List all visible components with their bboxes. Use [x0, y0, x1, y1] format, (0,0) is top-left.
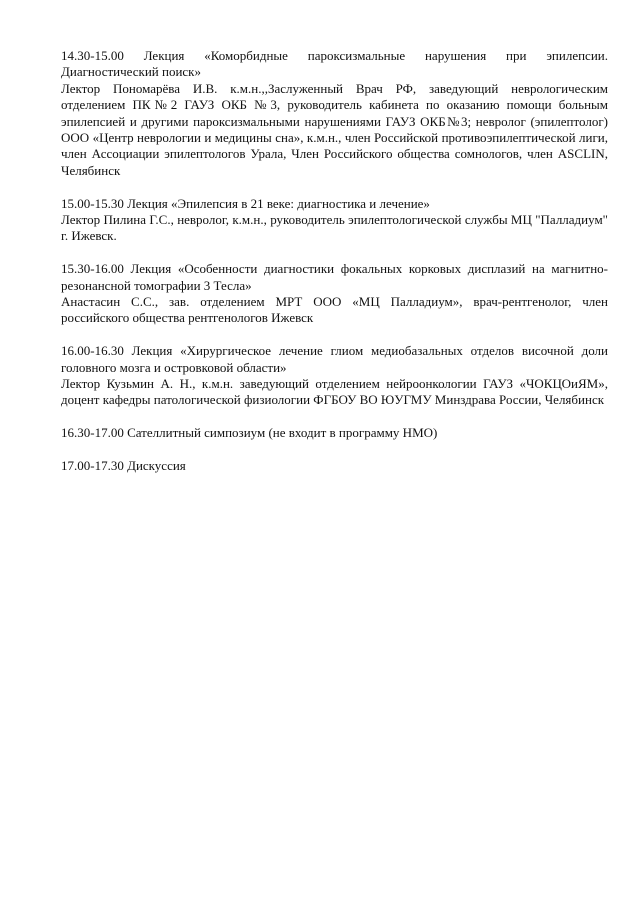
program-item-1	[61, 48, 608, 179]
program-item-speaker: Лектор Пономарёва И.В. к.м.н.,,Заслуженный Врач РФ, заведующий неврологическим отделением ПК№2 ГАУЗ ОКБ №3, руководитель кабинета по оказанию помощи больным эпилепсией и другими пароксизмальными нарушениями ГАУЗ ОКБ№3; невролог (эпилептолог) ООО «Центр неврологии и медицины сна», к.м.н., член Российской противоэпилептической лиги, член Ассоциации эпилептологов Урала, Член Российского общества сомнологов, член ASCLIN, Челябинск	[61, 80, 608, 178]
program-item-4	[61, 343, 608, 409]
program-item-3	[61, 261, 608, 327]
program-item-speaker: Анастасин С.С., зав. отделением МРТ ООО «МЦ Палладиум», врач-рентгенолог, член российского общества рентгенологов Ижевск	[61, 294, 608, 326]
program-item-speaker: Лектор Пилина Г.С., невролог, к.м.н., руководитель эпилептологической службы МЦ "Палладиум" г. Ижевск.	[61, 212, 608, 244]
program-item-title: 15.30-16.00 Лекция «Особенности диагностики фокальных корковых дисплазий на магнитно-резонансной томографии 3 Тесла»	[61, 261, 608, 293]
program-item-title: 17.00-17.30 Дискуссия	[61, 458, 186, 474]
program-item-title: 14.30-15.00 Лекция «Коморбидные пароксизмальные нарушения при эпилепсии. Диагностический поиск»	[61, 48, 608, 80]
program-item-title: 16.30-17.00 Сателлитный симпозиум (не входит в программу НМО)	[61, 425, 438, 441]
program-item-title: 15.00-15.30 Лекция «Эпилепсия в 21 веке: диагностика и лечение»	[61, 195, 430, 211]
program-item-2	[61, 196, 608, 245]
program-item-6	[61, 458, 608, 474]
program-item-speaker: Лектор Кузьмин А. Н., к.м.н. заведующий отделением нейроонкологии ГАУЗ «ЧОКЦОиЯМ», доцент кафедры патологической физиологии ФГБОУ ВО ЮУГМУ Минздрава России, Челябинск	[61, 376, 608, 408]
program-item-5	[61, 425, 608, 441]
program-item-title: 16.00-16.30 Лекция «Хирургическое лечение глиом медиобазальных отделов височной доли головного мозга и островковой области»	[61, 343, 608, 375]
program-page	[61, 48, 608, 491]
